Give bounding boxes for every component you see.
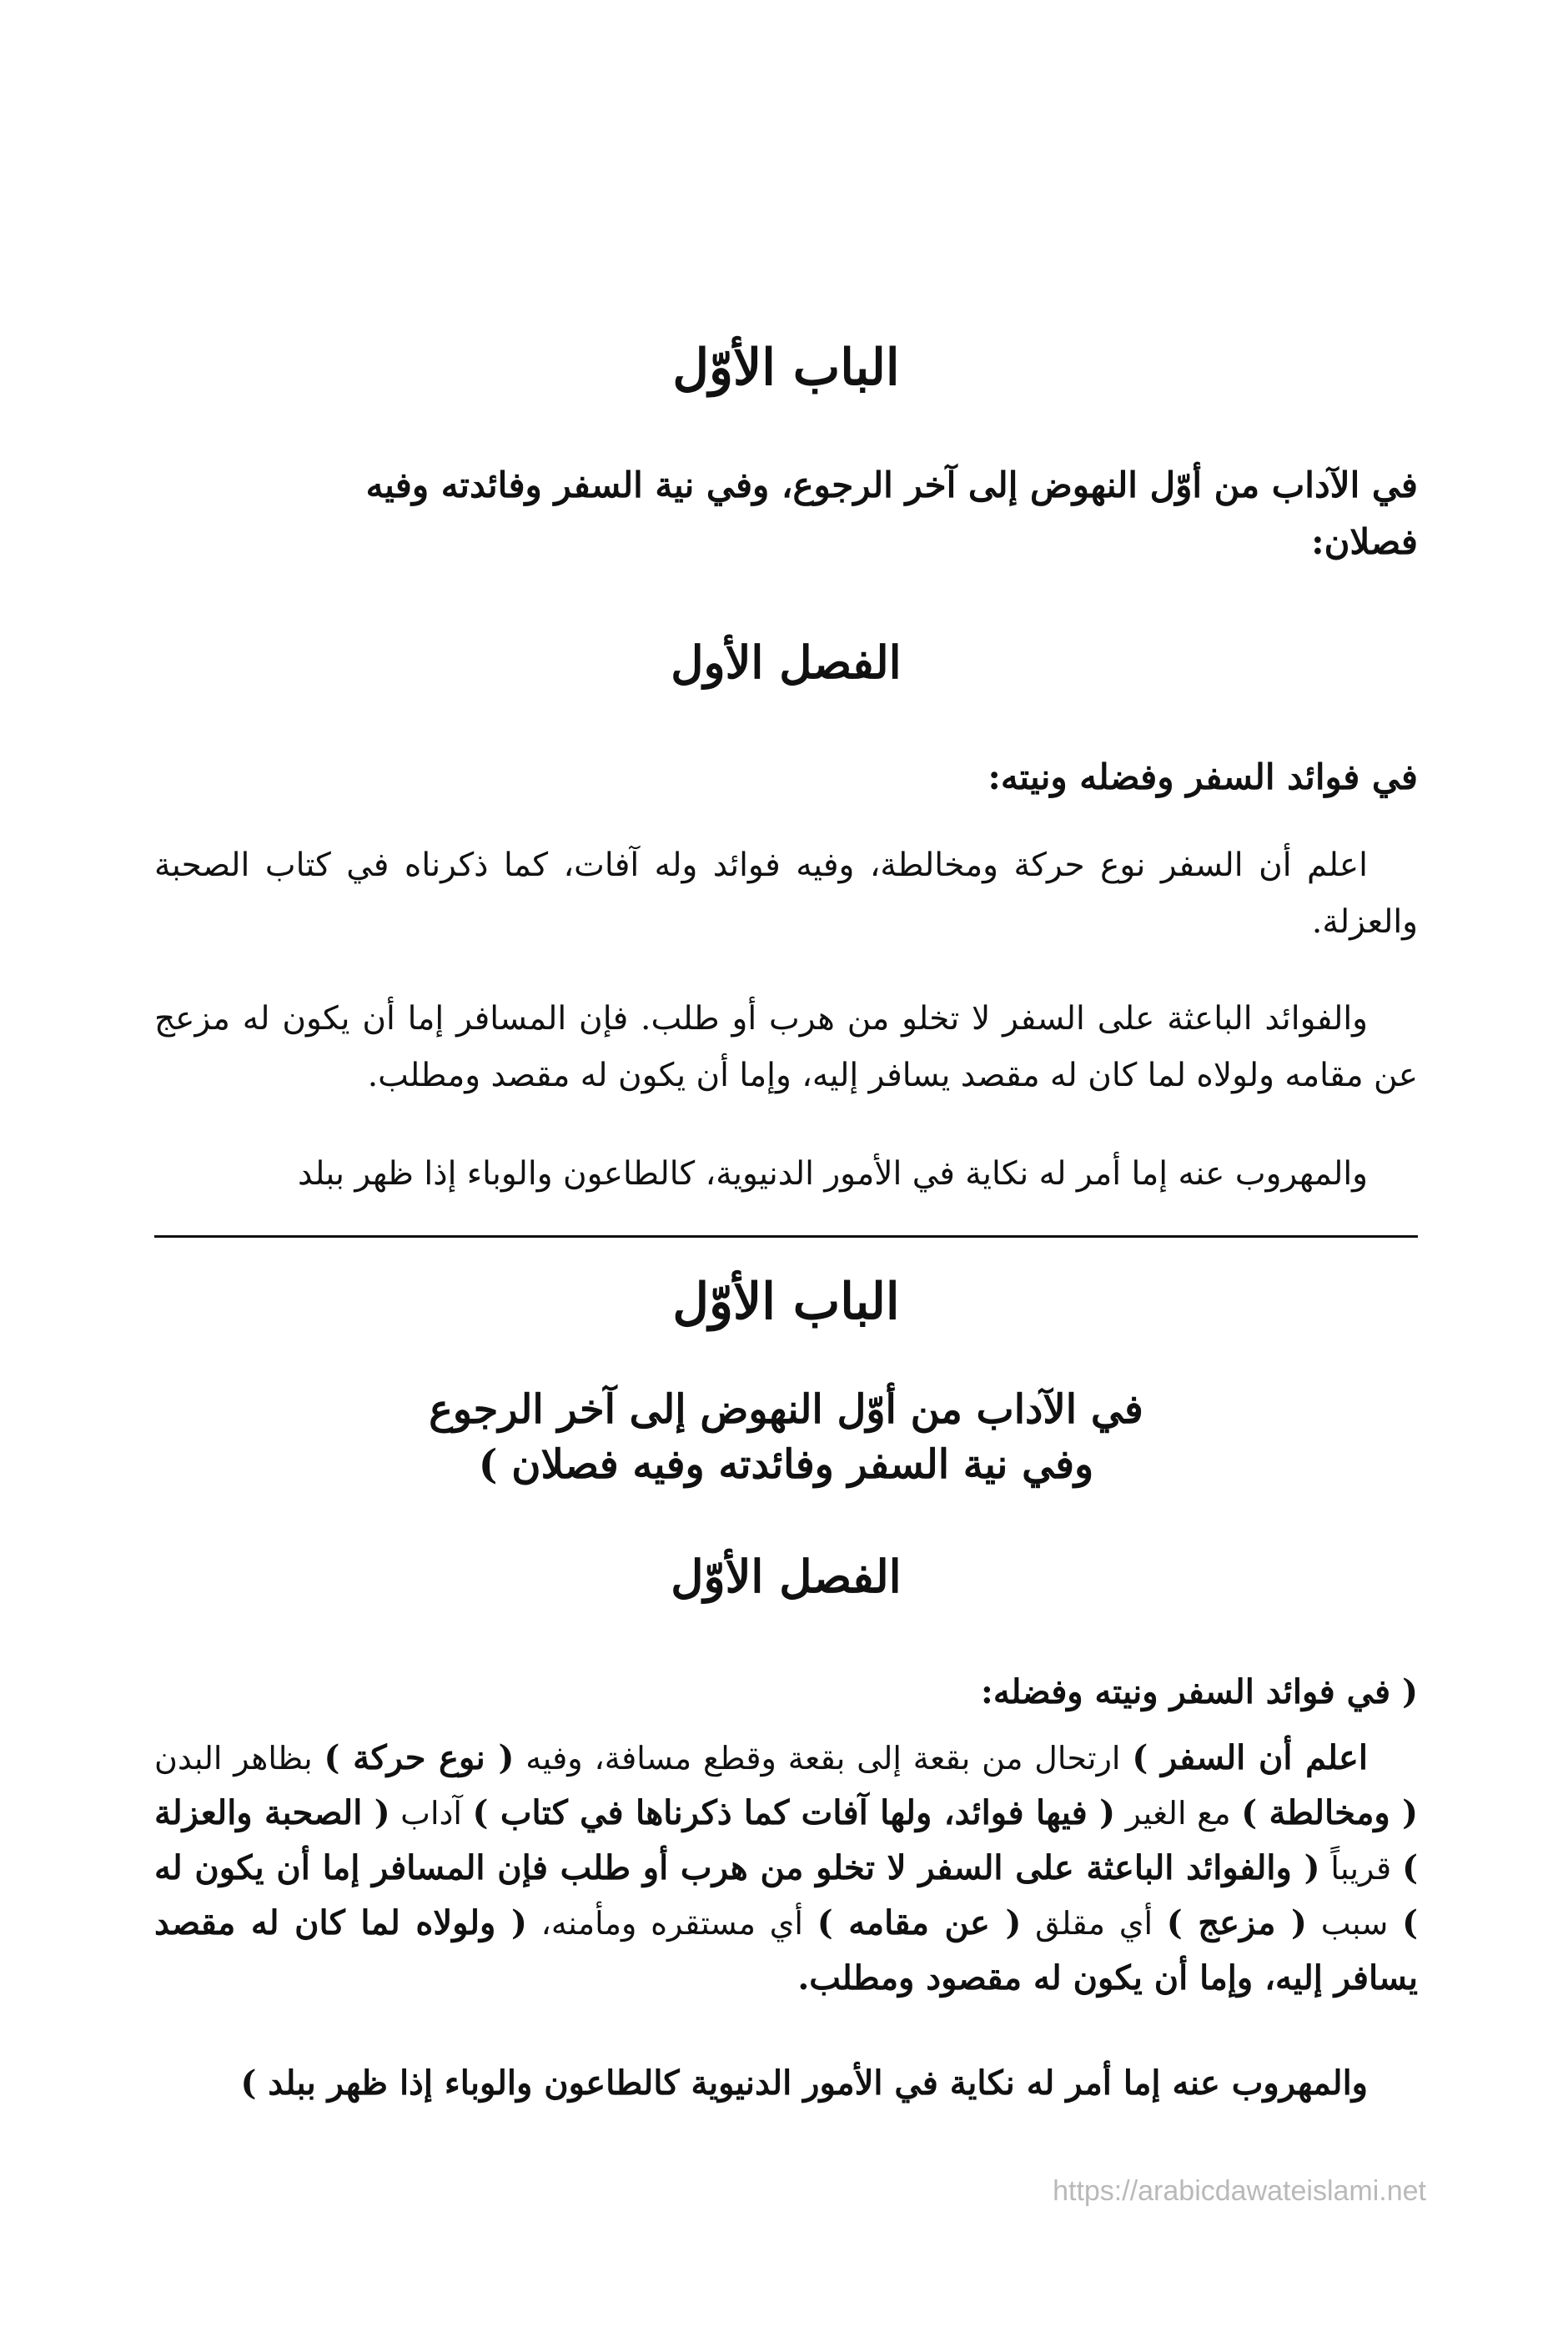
commentary-section-heading: ( في فوائد السفر ونيته وفضله: (981, 1672, 1418, 1711)
sharh-text: أي مستقره ومأمنه، (526, 1905, 817, 1942)
matn-text: ( عن مقامه ) (817, 1903, 1022, 1942)
chapter-heading (154, 457, 1418, 570)
sharh-text: آداب (389, 1795, 473, 1832)
document-page (154, 0, 1418, 2332)
chapter-heading-line1: في الآداب من أوّل النهوض إلى آخر الرجوع، وفي نية السفر وفائدته وفيه (365, 465, 1418, 505)
sharh-text: أي مقلق (1021, 1905, 1167, 1942)
commentary-heading-line1: في الآداب من أوّل النهوض إلى آخر الرجوع (429, 1386, 1143, 1433)
body-paragraph-1: اعلم أن السفر نوع حركة ومخالطة، وفيه فوائد وله آفات، كما ذكرناه في كتاب الصحبة والعزلة. (154, 847, 1418, 941)
matn-text: ( ولولاه لما كان له مقصد يسافر إليه، وإما أن يكون له مقصود ومطلب. (154, 1903, 1418, 1998)
section-heading: في فوائد السفر وفضله ونيته: (988, 756, 1418, 797)
commentary-paragraph-1 (154, 1731, 1418, 2006)
matn-text: ( نوع حركة ) (324, 1738, 515, 1777)
watermark-url: https://arabicdawateislami.net (1053, 2175, 1426, 2207)
chapter-heading-line2: فصلان: (1311, 521, 1418, 562)
matn-text: ( الصحبة والعزلة ) (154, 1793, 1418, 1887)
matn-text: ( مزعج ) (1166, 1903, 1307, 1942)
commentary-chapter-title: الباب الأوّل (672, 1273, 900, 1331)
commentary-section-title: الفصل الأوّل (671, 1550, 902, 1603)
chapter-title: الباب الأوّل (672, 339, 900, 397)
commentary-heading (154, 1382, 1418, 1492)
sharh-text: قريباً (1319, 1850, 1403, 1887)
commentary-paragraph-2: والمهروب عنه إما أمر له نكاية في الأمور الدنيوية كالطاعون والوباء إذا ظهر ببلد ) (240, 2063, 1368, 2103)
matn-text: اعلم أن السفر ) (1132, 1738, 1369, 1777)
body-paragraph-3: والمهروب عنه إما أمر له نكاية في الأمور الدنيوية، كالطاعون والوباء إذا ظهر ببلد (298, 1155, 1368, 1193)
matn-text: ( فيها فوائد، ولها آفات كما ذكرناها في كتاب ) (472, 1793, 1116, 1832)
sharh-text: ارتحال من بقعة إلى بقعة وقطع مسافة، وفيه (514, 1740, 1133, 1777)
matn-text: ( ومخالطة ) (1241, 1793, 1419, 1832)
section-divider (154, 1235, 1418, 1238)
body-paragraph-2: والفوائد الباعثة على السفر لا تخلو من هرب أو طلب. فإن المسافر إما أن يكون له مزعج عن مقامه ولولاه لما كان له مقصد يسافر إليه، وإما أن يكون له مقصد ومطلب. (154, 1000, 1418, 1094)
sharh-text: مع الغير (1115, 1795, 1242, 1832)
section-title: الفصل الأول (671, 636, 902, 689)
sharh-text: بظاهر البدن (154, 1740, 324, 1777)
matn-text: ( والفوائد الباعثة على السفر لا تخلو من هرب أو طلب فإن المسافر إما أن يكون له ) (154, 1848, 1419, 1942)
sharh-text: سبب (1306, 1905, 1403, 1942)
commentary-heading-line2: وفي نية السفر وفائدته وفيه فصلان ) (478, 1441, 1094, 1488)
